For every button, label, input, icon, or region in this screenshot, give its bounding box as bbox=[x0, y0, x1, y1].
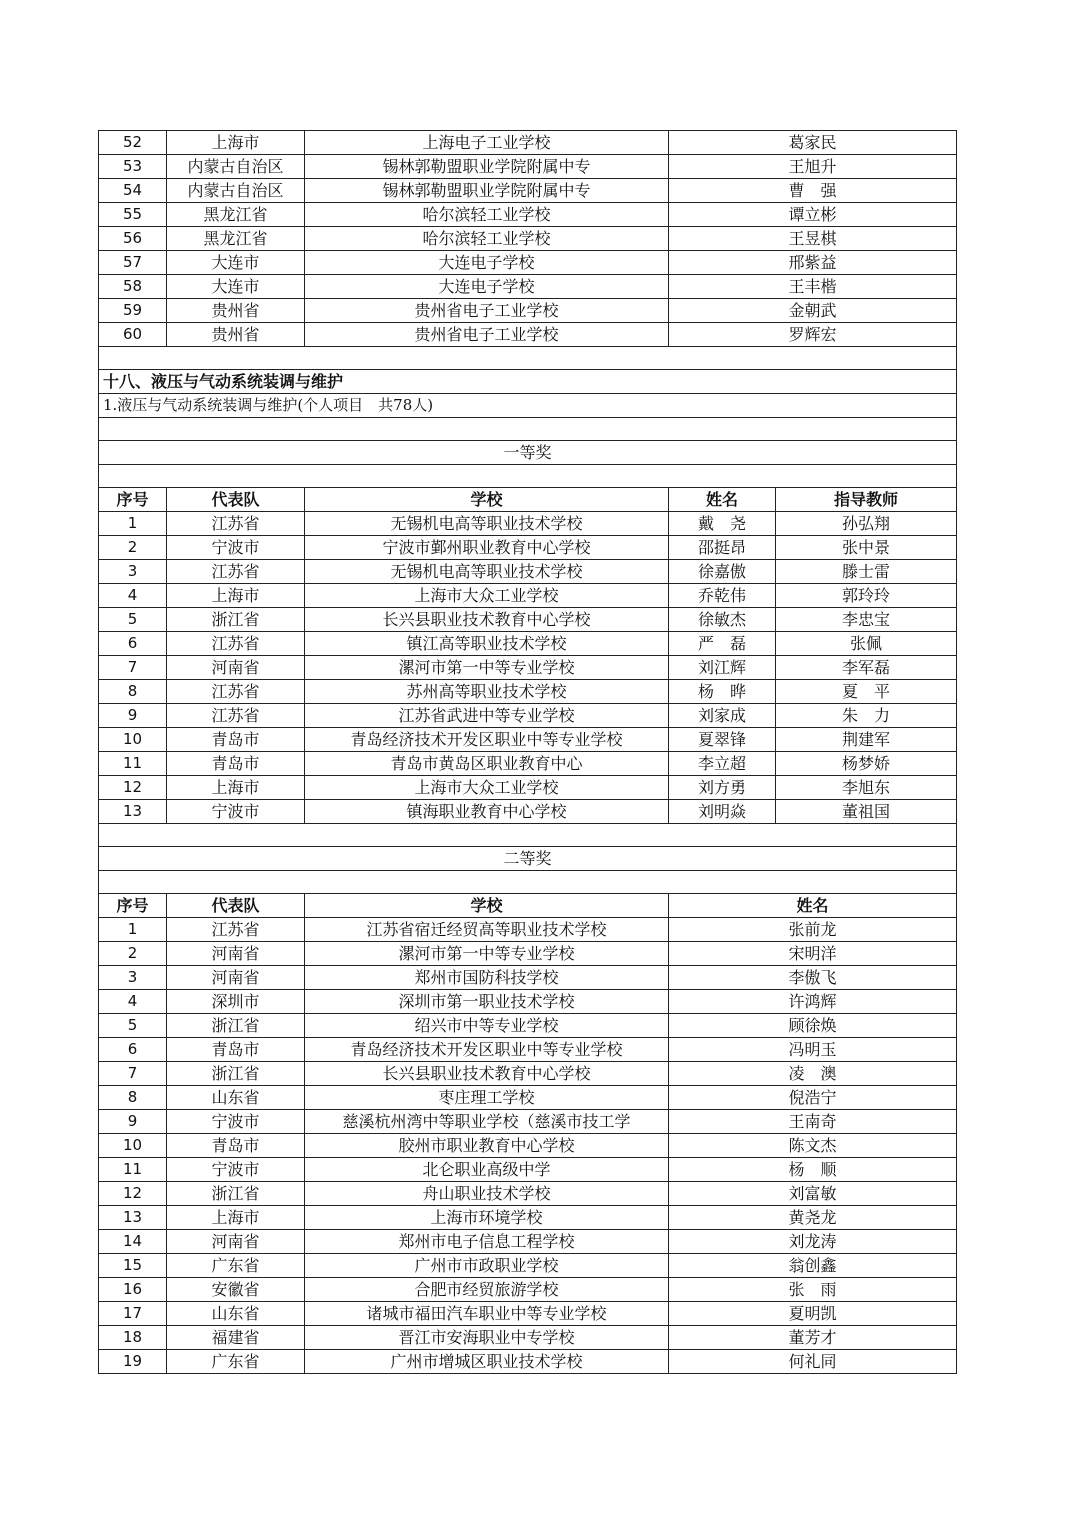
team-cell: 河南省 bbox=[167, 942, 305, 966]
team-cell: 江苏省 bbox=[167, 560, 305, 584]
name-cell: 倪浩宁 bbox=[669, 1086, 957, 1110]
blank-row bbox=[99, 418, 957, 441]
name-cell: 金朝武 bbox=[669, 299, 957, 323]
seq-cell: 9 bbox=[99, 1110, 167, 1134]
table-row bbox=[99, 584, 957, 608]
column-header: 序号 bbox=[99, 894, 167, 918]
seq-cell: 12 bbox=[99, 776, 167, 800]
teacher-cell: 李旭东 bbox=[776, 776, 957, 800]
seq-cell: 56 bbox=[99, 227, 167, 251]
teacher-cell: 张中景 bbox=[776, 536, 957, 560]
school-cell: 上海市大众工业学校 bbox=[305, 776, 669, 800]
team-cell: 上海市 bbox=[167, 131, 305, 155]
seq-cell: 10 bbox=[99, 728, 167, 752]
column-header: 代表队 bbox=[167, 488, 305, 512]
school-cell: 无锡机电高等职业技术学校 bbox=[305, 512, 669, 536]
team-cell: 江苏省 bbox=[167, 680, 305, 704]
teacher-cell: 滕士雷 bbox=[776, 560, 957, 584]
table-row bbox=[99, 656, 957, 680]
team-cell: 浙江省 bbox=[167, 1182, 305, 1206]
column-header: 姓名 bbox=[669, 488, 776, 512]
name-cell: 刘龙涛 bbox=[669, 1230, 957, 1254]
name-cell: 夏翠锋 bbox=[669, 728, 776, 752]
school-cell: 漯河市第一中等专业学校 bbox=[305, 656, 669, 680]
header-row bbox=[99, 894, 957, 918]
seq-cell: 7 bbox=[99, 656, 167, 680]
seq-cell: 8 bbox=[99, 1086, 167, 1110]
table-row bbox=[99, 323, 957, 347]
team-cell: 青岛市 bbox=[167, 752, 305, 776]
teacher-cell: 李军磊 bbox=[776, 656, 957, 680]
team-cell: 深圳市 bbox=[167, 990, 305, 1014]
name-cell: 刘富敏 bbox=[669, 1182, 957, 1206]
name-cell: 顾徐焕 bbox=[669, 1014, 957, 1038]
name-cell: 戴 尧 bbox=[669, 512, 776, 536]
team-cell: 广东省 bbox=[167, 1254, 305, 1278]
school-cell: 青岛经济技术开发区职业中等专业学校 bbox=[305, 728, 669, 752]
table-row bbox=[99, 608, 957, 632]
teacher-cell: 杨梦娇 bbox=[776, 752, 957, 776]
table-row bbox=[99, 1110, 957, 1134]
blank-row bbox=[99, 871, 957, 894]
table-row bbox=[99, 680, 957, 704]
table-row bbox=[99, 1278, 957, 1302]
table-row bbox=[99, 942, 957, 966]
seq-cell: 3 bbox=[99, 966, 167, 990]
name-cell: 李傲飞 bbox=[669, 966, 957, 990]
team-cell: 黑龙江省 bbox=[167, 227, 305, 251]
seq-cell: 4 bbox=[99, 990, 167, 1014]
seq-cell: 1 bbox=[99, 512, 167, 536]
school-cell: 胶州市职业教育中心学校 bbox=[305, 1134, 669, 1158]
seq-cell: 9 bbox=[99, 704, 167, 728]
blank-cell bbox=[99, 871, 957, 894]
section-title-row bbox=[99, 370, 957, 394]
teacher-cell: 郭玲玲 bbox=[776, 584, 957, 608]
school-cell: 大连电子学校 bbox=[305, 251, 669, 275]
school-cell: 锡林郭勒盟职业学院附属中专 bbox=[305, 179, 669, 203]
school-cell: 镇江高等职业技术学校 bbox=[305, 632, 669, 656]
column-header: 代表队 bbox=[167, 894, 305, 918]
team-cell: 贵州省 bbox=[167, 323, 305, 347]
name-cell: 刘江辉 bbox=[669, 656, 776, 680]
team-cell: 贵州省 bbox=[167, 299, 305, 323]
team-cell: 山东省 bbox=[167, 1086, 305, 1110]
table-row bbox=[99, 704, 957, 728]
table-row bbox=[99, 1086, 957, 1110]
blank-row bbox=[99, 824, 957, 847]
table-row bbox=[99, 1038, 957, 1062]
column-header: 姓名 bbox=[669, 894, 957, 918]
table-row bbox=[99, 251, 957, 275]
seq-cell: 11 bbox=[99, 752, 167, 776]
school-cell: 郑州市国防科技学校 bbox=[305, 966, 669, 990]
school-cell: 上海市环境学校 bbox=[305, 1206, 669, 1230]
seq-cell: 55 bbox=[99, 203, 167, 227]
school-cell: 合肥市经贸旅游学校 bbox=[305, 1278, 669, 1302]
teacher-cell: 董祖国 bbox=[776, 800, 957, 824]
school-cell: 锡林郭勒盟职业学院附属中专 bbox=[305, 155, 669, 179]
table-row bbox=[99, 966, 957, 990]
team-cell: 浙江省 bbox=[167, 1014, 305, 1038]
name-cell: 葛家民 bbox=[669, 131, 957, 155]
prize-title-row bbox=[99, 441, 957, 465]
teacher-cell: 夏 平 bbox=[776, 680, 957, 704]
seq-cell: 2 bbox=[99, 536, 167, 560]
school-cell: 绍兴市中等专业学校 bbox=[305, 1014, 669, 1038]
seq-cell: 58 bbox=[99, 275, 167, 299]
seq-cell: 52 bbox=[99, 131, 167, 155]
table-row bbox=[99, 1134, 957, 1158]
school-cell: 广州市增城区职业技术学校 bbox=[305, 1350, 669, 1374]
team-cell: 江苏省 bbox=[167, 632, 305, 656]
table-row bbox=[99, 752, 957, 776]
team-cell: 宁波市 bbox=[167, 1110, 305, 1134]
school-cell: 上海电子工业学校 bbox=[305, 131, 669, 155]
team-cell: 安徽省 bbox=[167, 1278, 305, 1302]
seq-cell: 57 bbox=[99, 251, 167, 275]
name-cell: 许鸿辉 bbox=[669, 990, 957, 1014]
header-row bbox=[99, 488, 957, 512]
name-cell: 徐嘉傲 bbox=[669, 560, 776, 584]
seq-cell: 8 bbox=[99, 680, 167, 704]
teacher-cell: 荆建军 bbox=[776, 728, 957, 752]
school-cell: 长兴县职业技术教育中心学校 bbox=[305, 608, 669, 632]
table-row bbox=[99, 1206, 957, 1230]
table-row bbox=[99, 1302, 957, 1326]
team-cell: 福建省 bbox=[167, 1326, 305, 1350]
name-cell: 王丰楷 bbox=[669, 275, 957, 299]
table-row bbox=[99, 728, 957, 752]
name-cell: 乔乾伟 bbox=[669, 584, 776, 608]
table-row bbox=[99, 990, 957, 1014]
team-cell: 青岛市 bbox=[167, 1038, 305, 1062]
table-row bbox=[99, 1014, 957, 1038]
blank-cell bbox=[99, 418, 957, 441]
seq-cell: 16 bbox=[99, 1278, 167, 1302]
school-cell: 苏州高等职业技术学校 bbox=[305, 680, 669, 704]
team-cell: 江苏省 bbox=[167, 704, 305, 728]
name-cell: 黄尧龙 bbox=[669, 1206, 957, 1230]
seq-cell: 14 bbox=[99, 1230, 167, 1254]
team-cell: 宁波市 bbox=[167, 536, 305, 560]
team-cell: 黑龙江省 bbox=[167, 203, 305, 227]
seq-cell: 6 bbox=[99, 632, 167, 656]
school-cell: 舟山职业技术学校 bbox=[305, 1182, 669, 1206]
blank-row bbox=[99, 347, 957, 370]
table-row bbox=[99, 1350, 957, 1374]
seq-cell: 1 bbox=[99, 918, 167, 942]
team-cell: 河南省 bbox=[167, 656, 305, 680]
name-cell: 王昱棋 bbox=[669, 227, 957, 251]
name-cell: 宋明洋 bbox=[669, 942, 957, 966]
name-cell: 邵挺昂 bbox=[669, 536, 776, 560]
seq-cell: 6 bbox=[99, 1038, 167, 1062]
seq-cell: 60 bbox=[99, 323, 167, 347]
column-header: 学校 bbox=[305, 894, 669, 918]
school-cell: 北仑职业高级中学 bbox=[305, 1158, 669, 1182]
team-cell: 山东省 bbox=[167, 1302, 305, 1326]
seq-cell: 54 bbox=[99, 179, 167, 203]
school-cell: 贵州省电子工业学校 bbox=[305, 299, 669, 323]
name-cell: 王南奇 bbox=[669, 1110, 957, 1134]
results-table bbox=[98, 130, 957, 1374]
name-cell: 董芳才 bbox=[669, 1326, 957, 1350]
table-row bbox=[99, 776, 957, 800]
seq-cell: 5 bbox=[99, 608, 167, 632]
school-cell: 哈尔滨轻工业学校 bbox=[305, 203, 669, 227]
column-header: 序号 bbox=[99, 488, 167, 512]
name-cell: 何礼同 bbox=[669, 1350, 957, 1374]
name-cell: 徐敏杰 bbox=[669, 608, 776, 632]
table-row bbox=[99, 131, 957, 155]
team-cell: 广东省 bbox=[167, 1350, 305, 1374]
seq-cell: 18 bbox=[99, 1326, 167, 1350]
team-cell: 青岛市 bbox=[167, 728, 305, 752]
school-cell: 慈溪杭州湾中等职业学校（慈溪市技工学 bbox=[305, 1110, 669, 1134]
subsection-title-row bbox=[99, 394, 957, 418]
name-cell: 凌 澳 bbox=[669, 1062, 957, 1086]
team-cell: 上海市 bbox=[167, 1206, 305, 1230]
name-cell: 杨 晔 bbox=[669, 680, 776, 704]
name-cell: 王旭升 bbox=[669, 155, 957, 179]
table-row bbox=[99, 512, 957, 536]
blank-cell bbox=[99, 465, 957, 488]
table-row bbox=[99, 632, 957, 656]
teacher-cell: 张佩 bbox=[776, 632, 957, 656]
second-prize-title: 二等奖 bbox=[99, 847, 957, 871]
school-cell: 宁波市鄞州职业教育中心学校 bbox=[305, 536, 669, 560]
school-cell: 晋江市安海职业中专学校 bbox=[305, 1326, 669, 1350]
table-row bbox=[99, 918, 957, 942]
seq-cell: 17 bbox=[99, 1302, 167, 1326]
column-header: 学校 bbox=[305, 488, 669, 512]
teacher-cell: 李忠宝 bbox=[776, 608, 957, 632]
school-cell: 无锡机电高等职业技术学校 bbox=[305, 560, 669, 584]
name-cell: 张前龙 bbox=[669, 918, 957, 942]
prize-title-row bbox=[99, 847, 957, 871]
section-title: 十八、液压与气动系统装调与维护 bbox=[99, 370, 957, 394]
name-cell: 罗辉宏 bbox=[669, 323, 957, 347]
school-cell: 广州市市政职业学校 bbox=[305, 1254, 669, 1278]
name-cell: 严 磊 bbox=[669, 632, 776, 656]
subsection-title: 1.液压与气动系统装调与维护(个人项目 共78人) bbox=[99, 394, 957, 418]
seq-cell: 12 bbox=[99, 1182, 167, 1206]
team-cell: 内蒙古自治区 bbox=[167, 155, 305, 179]
name-cell: 夏明凯 bbox=[669, 1302, 957, 1326]
name-cell: 冯明玉 bbox=[669, 1038, 957, 1062]
school-cell: 大连电子学校 bbox=[305, 275, 669, 299]
teacher-cell: 孙弘翔 bbox=[776, 512, 957, 536]
blank-cell bbox=[99, 347, 957, 370]
seq-cell: 59 bbox=[99, 299, 167, 323]
team-cell: 宁波市 bbox=[167, 1158, 305, 1182]
table-row bbox=[99, 155, 957, 179]
name-cell: 张 雨 bbox=[669, 1278, 957, 1302]
name-cell: 翁创鑫 bbox=[669, 1254, 957, 1278]
table-row bbox=[99, 536, 957, 560]
team-cell: 江苏省 bbox=[167, 918, 305, 942]
school-cell: 青岛经济技术开发区职业中等专业学校 bbox=[305, 1038, 669, 1062]
results-table-body bbox=[99, 131, 957, 1374]
table-row bbox=[99, 1254, 957, 1278]
seq-cell: 13 bbox=[99, 800, 167, 824]
column-header: 指导教师 bbox=[776, 488, 957, 512]
school-cell: 镇海职业教育中心学校 bbox=[305, 800, 669, 824]
school-cell: 青岛市黄岛区职业教育中心 bbox=[305, 752, 669, 776]
first-prize-title: 一等奖 bbox=[99, 441, 957, 465]
seq-cell: 10 bbox=[99, 1134, 167, 1158]
table-row bbox=[99, 560, 957, 584]
name-cell: 李立超 bbox=[669, 752, 776, 776]
seq-cell: 15 bbox=[99, 1254, 167, 1278]
name-cell: 邢紫益 bbox=[669, 251, 957, 275]
seq-cell: 53 bbox=[99, 155, 167, 179]
table-row bbox=[99, 1230, 957, 1254]
school-cell: 江苏省武进中等专业学校 bbox=[305, 704, 669, 728]
school-cell: 诸城市福田汽车职业中等专业学校 bbox=[305, 1302, 669, 1326]
school-cell: 郑州市电子信息工程学校 bbox=[305, 1230, 669, 1254]
table-row bbox=[99, 1326, 957, 1350]
seq-cell: 19 bbox=[99, 1350, 167, 1374]
school-cell: 长兴县职业技术教育中心学校 bbox=[305, 1062, 669, 1086]
seq-cell: 2 bbox=[99, 942, 167, 966]
team-cell: 河南省 bbox=[167, 1230, 305, 1254]
table-row bbox=[99, 299, 957, 323]
table-row bbox=[99, 179, 957, 203]
team-cell: 青岛市 bbox=[167, 1134, 305, 1158]
name-cell: 谭立彬 bbox=[669, 203, 957, 227]
team-cell: 大连市 bbox=[167, 251, 305, 275]
team-cell: 内蒙古自治区 bbox=[167, 179, 305, 203]
school-cell: 漯河市第一中等专业学校 bbox=[305, 942, 669, 966]
team-cell: 河南省 bbox=[167, 966, 305, 990]
team-cell: 上海市 bbox=[167, 584, 305, 608]
team-cell: 浙江省 bbox=[167, 1062, 305, 1086]
seq-cell: 11 bbox=[99, 1158, 167, 1182]
school-cell: 江苏省宿迁经贸高等职业技术学校 bbox=[305, 918, 669, 942]
blank-row bbox=[99, 465, 957, 488]
seq-cell: 3 bbox=[99, 560, 167, 584]
name-cell: 陈文杰 bbox=[669, 1134, 957, 1158]
seq-cell: 7 bbox=[99, 1062, 167, 1086]
team-cell: 江苏省 bbox=[167, 512, 305, 536]
name-cell: 刘方勇 bbox=[669, 776, 776, 800]
name-cell: 刘明焱 bbox=[669, 800, 776, 824]
name-cell: 刘家成 bbox=[669, 704, 776, 728]
school-cell: 哈尔滨轻工业学校 bbox=[305, 227, 669, 251]
table-row bbox=[99, 203, 957, 227]
table-row bbox=[99, 227, 957, 251]
seq-cell: 13 bbox=[99, 1206, 167, 1230]
table-row bbox=[99, 800, 957, 824]
seq-cell: 4 bbox=[99, 584, 167, 608]
school-cell: 上海市大众工业学校 bbox=[305, 584, 669, 608]
seq-cell: 5 bbox=[99, 1014, 167, 1038]
name-cell: 杨 顺 bbox=[669, 1158, 957, 1182]
table-row bbox=[99, 275, 957, 299]
team-cell: 宁波市 bbox=[167, 800, 305, 824]
name-cell: 曹 强 bbox=[669, 179, 957, 203]
blank-cell bbox=[99, 824, 957, 847]
school-cell: 贵州省电子工业学校 bbox=[305, 323, 669, 347]
team-cell: 大连市 bbox=[167, 275, 305, 299]
teacher-cell: 朱 力 bbox=[776, 704, 957, 728]
results-sheet bbox=[98, 130, 956, 1374]
school-cell: 深圳市第一职业技术学校 bbox=[305, 990, 669, 1014]
team-cell: 浙江省 bbox=[167, 608, 305, 632]
table-row bbox=[99, 1158, 957, 1182]
table-row bbox=[99, 1062, 957, 1086]
table-row bbox=[99, 1182, 957, 1206]
team-cell: 上海市 bbox=[167, 776, 305, 800]
school-cell: 枣庄理工学校 bbox=[305, 1086, 669, 1110]
